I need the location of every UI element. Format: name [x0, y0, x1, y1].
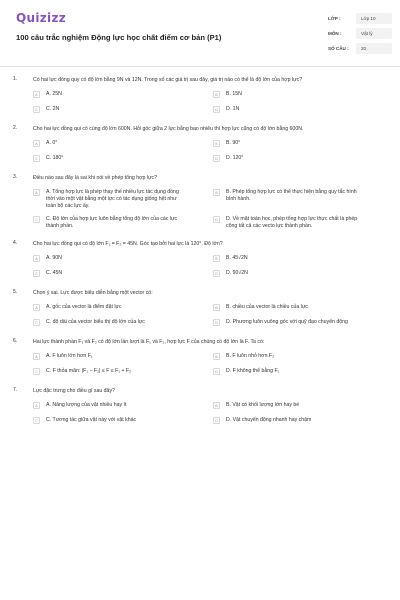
answer-options: [33, 401, 388, 426]
option-text: D. 1N: [226, 106, 240, 112]
option-letter-badge: B: [213, 353, 220, 360]
option-text: C. Độ lớn của hợp lực luôn bằng tổng độ lớn của các lực thành phần.: [46, 216, 178, 229]
option-letter-badge: C: [33, 368, 40, 375]
question-item: [0, 125, 400, 164]
option-text: A. 90N: [46, 255, 62, 261]
option-text: C. F thỏa mãn: |F₁ − F₂| ≤ F ≤ F₁ + F₂: [46, 368, 132, 374]
meta-value: Lớp 10: [356, 13, 392, 24]
option-text: D. Vật chuyển động nhanh hay chậm: [226, 417, 312, 423]
option-text: B. 45√2N: [226, 255, 248, 261]
question-number: 5.: [13, 289, 18, 295]
option-letter-badge: C: [33, 216, 40, 223]
question-item: [0, 76, 400, 115]
question-number: 1.: [13, 76, 18, 82]
worksheet-meta: [328, 12, 392, 57]
option-text: B. Phép tổng hợp lực có thể thực hiện bằng quy tắc hình bình hành.: [226, 189, 357, 202]
answer-options: [33, 303, 388, 328]
option-text: C. 180°: [46, 155, 64, 161]
question-item: [0, 289, 400, 328]
question-number: 3.: [13, 174, 18, 180]
option-text: A. Tổng hợp lực là phép thay thế nhiều lực tác dụng đồng thời vào một vật bằng một lực có tác dụng giống hệt như toàn bộ các lực ấy.: [46, 189, 179, 209]
question-item: [0, 338, 400, 377]
option-letter-badge: B: [213, 402, 220, 409]
option-text: C. 45N: [46, 270, 63, 276]
option-text: A. 25N: [46, 91, 62, 97]
option-text: B. 15N: [226, 91, 242, 97]
answer-option: [33, 254, 213, 264]
option-letter-badge: A: [33, 402, 40, 409]
option-letter-badge: D: [213, 319, 220, 326]
option-letter-badge: A: [33, 189, 40, 196]
answer-option: [33, 90, 213, 100]
question-text: Hai lực thành phần F₁ và F₂ có độ lớn lần lượt là F₁ và F₂, hợp lực F của chúng có độ lớn là F. Ta có:: [33, 339, 265, 345]
answer-options: [33, 352, 388, 377]
answer-option: [213, 303, 388, 313]
option-letter-badge: D: [213, 106, 220, 113]
meta-label: LỚP :: [328, 15, 341, 21]
question-text: Cho hai lực đồng qui có cùng độ lớn 600N. Hỏi góc giữa 2 lực bằng bao nhiêu thì hợp lực cũng có độ lớn bằng 600N.: [33, 126, 304, 132]
option-text: D. F không thể bằng F₁: [226, 368, 280, 374]
option-text: A. gốc của vector là điểm đặt lực: [46, 304, 122, 310]
option-text: C. 2N: [46, 106, 60, 112]
answer-option: [33, 269, 213, 279]
option-letter-badge: A: [33, 91, 40, 98]
option-letter-badge: D: [213, 368, 220, 375]
page-title: 100 câu trắc nghiệm Động lực học chất điểm cơ bản (P1): [16, 33, 222, 42]
answer-option: [213, 139, 388, 149]
meta-label: SỐ CÂU :: [328, 45, 349, 51]
answer-option: [33, 367, 213, 377]
option-letter-badge: C: [33, 319, 40, 326]
option-letter-badge: A: [33, 304, 40, 311]
option-letter-badge: B: [213, 189, 220, 196]
option-letter-badge: C: [33, 106, 40, 113]
option-letter-badge: A: [33, 140, 40, 147]
option-letter-badge: B: [213, 304, 220, 311]
answer-option: [33, 188, 213, 210]
answer-option: [213, 269, 388, 279]
question-number: 7.: [13, 387, 18, 393]
option-text: C. độ dài của vector biểu thị độ lớn của lực: [46, 319, 145, 325]
option-letter-badge: B: [213, 91, 220, 98]
meta-value: Vật lý: [356, 28, 392, 39]
answer-option: [213, 367, 388, 377]
answer-option: [213, 215, 388, 230]
question-number: 6.: [13, 338, 18, 344]
answer-option: [33, 318, 213, 328]
answer-option: [33, 215, 213, 230]
answer-options: [33, 139, 388, 164]
option-letter-badge: A: [33, 353, 40, 360]
answer-option: [33, 139, 213, 149]
option-text: B. chiều của vector là chiều của lực: [226, 304, 308, 310]
question-item: [0, 240, 400, 279]
answer-option: [33, 416, 213, 426]
question-item: [0, 387, 400, 426]
answer-option: [213, 90, 388, 100]
question-text: Chọn ý sai. Lực được biểu diễn bằng một vector có:: [33, 290, 153, 296]
quizizz-logo: Quizizz: [16, 11, 67, 25]
question-text: Điều nào sau đây là sai khi nói về phép tổng hợp lực?: [33, 175, 157, 181]
answer-option: [213, 401, 388, 411]
answer-option: [33, 154, 213, 164]
option-text: A. 0°: [46, 140, 58, 146]
header-divider: [0, 66, 400, 67]
answer-option: [213, 352, 388, 362]
question-list: [0, 76, 400, 436]
option-letter-badge: C: [33, 155, 40, 162]
meta-label: MÔN :: [328, 30, 342, 36]
meta-row-subject: [328, 27, 392, 39]
option-text: C. Tương tác giữa vật này với vật khác: [46, 417, 137, 423]
answer-option: [33, 352, 213, 362]
answer-option: [33, 401, 213, 411]
option-letter-badge: A: [33, 255, 40, 262]
option-text: D. Phương luôn vuông góc với quỹ đạo chuyển động: [226, 319, 348, 325]
option-letter-badge: C: [33, 417, 40, 424]
meta-value: 20: [356, 43, 392, 54]
option-text: B. 90°: [226, 140, 241, 146]
answer-options: [33, 90, 388, 115]
option-letter-badge: C: [33, 270, 40, 277]
answer-option: [213, 318, 388, 328]
option-letter-badge: D: [213, 270, 220, 277]
question-text: Lực đặc trưng cho điều gì sau đây?: [33, 388, 115, 394]
option-text: B. F luôn nhỏ hơn F₂: [226, 353, 275, 359]
answer-option: [213, 105, 388, 115]
option-letter-badge: B: [213, 140, 220, 147]
option-letter-badge: D: [213, 155, 220, 162]
question-text: Cho hai lực đồng qui có độ lớn F₁ = F₂ = 45N. Góc tạo bởi hai lực là 120°. Độ lớn?: [33, 241, 223, 247]
option-letter-badge: D: [213, 417, 220, 424]
option-letter-badge: B: [213, 255, 220, 262]
answer-option: [33, 105, 213, 115]
question-text: Có hai lực đồng quy có độ lớn bằng 9N và 12N. Trong số các giá trị sau đây, giá trị nào có thể là độ lớn của hợp lực?: [33, 77, 303, 83]
question-number: 2.: [13, 125, 18, 131]
option-text: D. Về mặt toán học, phép tổng hợp lực thực chất là phép cộng tất cả các vecto lực thành phần.: [226, 216, 358, 229]
answer-options: [33, 254, 388, 279]
option-text: D. 90√2N: [226, 270, 248, 276]
option-text: A. F luôn lớn hơn F₁: [46, 353, 93, 359]
option-text: D. 120°: [226, 155, 244, 161]
meta-row-class: [328, 12, 392, 24]
option-text: A. Năng lượng của vật nhiều hay ít: [46, 402, 127, 408]
answer-option: [213, 188, 388, 210]
worksheet-header: [0, 0, 400, 64]
meta-row-count: [328, 42, 392, 54]
answer-option: [213, 154, 388, 164]
answer-options: [33, 188, 388, 230]
page-bottom-fade: [0, 586, 400, 600]
option-letter-badge: D: [213, 216, 220, 223]
question-item: [0, 174, 400, 230]
question-number: 4.: [13, 240, 18, 246]
answer-option: [213, 416, 388, 426]
option-text: B. Vật có khối lượng lớn hay bé: [226, 402, 300, 408]
answer-option: [213, 254, 388, 264]
answer-option: [33, 303, 213, 313]
